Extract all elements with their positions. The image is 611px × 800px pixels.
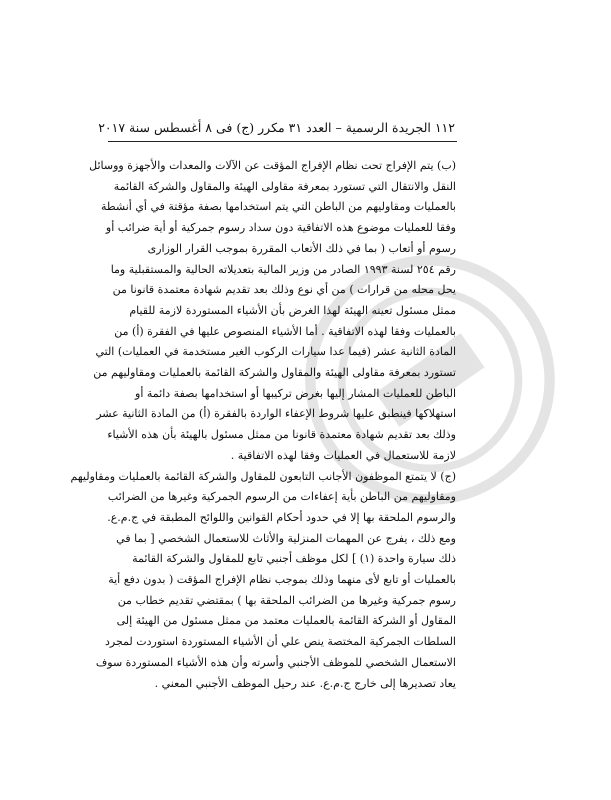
text-line: رقم ٢٥٤ لسنة ١٩٩٣ الصادر من وزير المالية بتعديلاته الحالية والمستقبلية وما [110, 262, 456, 276]
text-line: رسوم جمركية وغيرها من الضرائب الملحقة بها ) بمقتضي تقديم خطاب من [117, 593, 456, 607]
paragraph-b [89, 156, 456, 467]
text-line: بالعمليات أو تابع لأى منهما وذلك بموجب نظام الإفراج المؤقت ( بدون دفع أية [108, 573, 456, 587]
text-line: رسوم أو أتعاب ( بما في ذلك الأتعاب المقررة بموجب القرار الوزارى [147, 241, 456, 255]
header-divider [108, 141, 457, 142]
text-line: ومقاوليهم من الباطن بأية إعفاءات من الرسوم الجمركية وغيرها من الضرائب [107, 490, 456, 504]
text-line: بالعمليات ومقاوليهم من الباطن التي يتم استخدامها بصفة مؤقتة في أي أنشطة [100, 200, 456, 214]
text-line: وفقا للعمليات موضوع هذه الاتفاقية دون سداد رسوم جمركية أو أية ضرائب أو [105, 221, 456, 235]
text-line: ممثل مسئول تعينه الهيئة لهذا الغرض بأن الأشياء المستوردة لازمة للقيام [129, 303, 456, 317]
text-line: استهلاكها فينطبق عليها شروط الإعفاء الواردة بالفقرة (أ) من المادة الثانية عشر [96, 407, 456, 421]
paragraph-c [70, 467, 456, 695]
text-line: لازمة للاستعمال في العمليات وفقا لهذه الاتفاقية . [230, 448, 456, 462]
text-line: المادة الثانية عشر (فيما عدا سيارات الركوب الغير مستخدمة في العمليات) التي [95, 345, 456, 359]
text-line: (ب) يتم الإفراج تحت نظام الإفراج المؤقت عن الآلات والمعدات والأجهزة ووسائل [89, 159, 456, 172]
text-line: وذلك بعد تقديم شهادة معتمدة قانونا من ممثل مسئول بالهيئة بأن هذه الأشياء [107, 428, 456, 442]
text-line: يحل محله من قرارات ) من أي نوع وذلك بعد تقديم شهادة معتمدة قانونا من [112, 283, 456, 297]
text-line: الباطن للعمليات المشار إليها بغرض تركيبها أو استخدامها بصفة دائمة أو [135, 386, 456, 400]
text-line: المقاول أو الشركة القائمة بالعمليات معتمد من ممثل مسئول من الهيئة إلى [116, 614, 456, 628]
text-line: ومع ذلك ، يفرج عن المهمات المنزلية والأثاث للاستعمال الشخصي [ بما في [116, 531, 456, 545]
text-line: تستورد بمعرفة مقاولى الهيئة والمقاول والشركة القائمة بالعمليات ومقاوليهم من [93, 366, 456, 380]
text-line: النقل والانتقال التي تستورد بمعرفة مقاولى الهيئة والمقاول والشركة القائمة [113, 179, 456, 193]
text-line: بالعمليات وفقا لهذه الاتفاقية . أما الأشياء المنصوص عليها في الفقرة (أ) من [114, 324, 456, 338]
text-line: يعاد تصديرها إلى خارج ج.م.ع. عند رحيل الموظف الأجنبي المعني . [154, 676, 456, 690]
page-header: ١١٢ الجريدة الرسمية – العدد ٣١ مكرر (ج) فى ٨ أغسطس سنة ٢٠١٧ [98, 120, 455, 135]
text-line: ذلك سيارة واحدة (١) ] لكل موظف أجنبي تابع للمقاول والشركة القائمة [132, 552, 456, 566]
text-line: الاستعمال الشخصي للموظف الأجنبي وأسرته وأن هذه الأشياء المستوردة سوف [95, 655, 456, 669]
text-line: (ج) لا يتمتع الموظفون الأجانب التابعون للمقاول والشركة القائمة بالعمليات ومقاوليهم [70, 469, 456, 483]
text-line: السلطات الجمركية المختصة ينص علي أن الأشياء المستوردة استوردت لمجرد [104, 635, 456, 649]
document-body [70, 156, 456, 694]
text-line: والرسوم الملحقة بها إلا في حدود أحكام القوانين واللوائح المطبقة في ج.م.ع. [107, 510, 456, 524]
